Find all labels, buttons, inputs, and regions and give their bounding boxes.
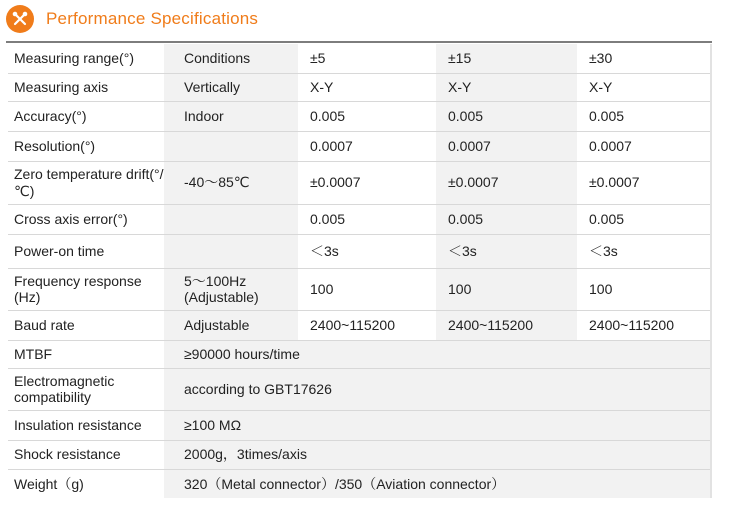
row-condition: -40～85℃ — [164, 161, 298, 204]
value-cell: X-Y — [577, 73, 712, 101]
row-label: Accuracy(°) — [8, 101, 164, 131]
value-cell: ±0.0007 — [436, 161, 577, 204]
row-condition: Adjustable — [164, 310, 298, 340]
row-label: Measuring axis — [8, 73, 164, 101]
value-cell: 100 — [577, 268, 712, 310]
value-cell: ＜3s — [577, 234, 712, 268]
value-cell: 0.0007 — [577, 131, 712, 161]
wrench-screwdriver-icon — [6, 5, 34, 33]
row-label: Zero temperature drift(°/℃) — [8, 161, 164, 204]
value-cell: 0.0007 — [436, 131, 577, 161]
value-cell: ＜3s — [298, 234, 436, 268]
table-row — [8, 340, 712, 368]
table-row — [8, 268, 712, 310]
value-cell: ±0.0007 — [577, 161, 712, 204]
row-label: Resolution(°) — [8, 131, 164, 161]
table-row — [8, 73, 712, 101]
row-value: according to GBT17626 — [164, 368, 712, 410]
value-cell: 0.005 — [577, 204, 712, 234]
value-cell: 0.005 — [577, 101, 712, 131]
value-cell: 2400~115200 — [436, 310, 577, 340]
table-row — [8, 204, 712, 234]
row-label: Weight（g) — [14, 475, 84, 492]
value-cell: 0.005 — [298, 204, 436, 234]
row-value: 320（Metal connector）/350（Aviation connector） — [164, 469, 712, 498]
row-label: Insulation resistance — [8, 410, 164, 440]
value-cell: ±15 — [436, 44, 577, 73]
row-condition: Indoor — [164, 101, 298, 131]
value-cell: ±30 — [577, 44, 712, 73]
row-label: Shock resistance — [8, 440, 164, 469]
table-row — [8, 469, 712, 498]
value-cell: 0.005 — [436, 204, 577, 234]
row-condition — [164, 131, 298, 161]
row-condition: Vertically — [164, 73, 298, 101]
table-row — [8, 310, 712, 340]
value-cell: 2400~115200 — [577, 310, 712, 340]
value-cell: 2400~115200 — [298, 310, 436, 340]
table-row — [8, 44, 712, 73]
row-value: ≥100 MΩ — [164, 410, 712, 440]
value-cell: 0.005 — [298, 101, 436, 131]
row-label: MTBF — [8, 340, 164, 368]
row-label: Measuring range(°) — [8, 44, 164, 73]
table-row — [8, 101, 712, 131]
value-cell: ＜3s — [436, 234, 577, 268]
value-cell: 0.0007 — [298, 131, 436, 161]
row-condition — [164, 204, 298, 234]
row-condition: 5～100Hz (Adjustable) — [164, 268, 298, 310]
value-cell: 100 — [298, 268, 436, 310]
row-label: Electromagnetic compatibility — [8, 368, 164, 410]
row-label: Power-on time — [8, 234, 164, 268]
value-cell: X-Y — [436, 73, 577, 101]
row-condition: Conditions — [164, 44, 298, 73]
table-row — [8, 368, 712, 410]
row-value: 2000g，3times/axis — [164, 440, 712, 469]
value-cell: ±5 — [298, 44, 436, 73]
page-title: Performance Specifications — [46, 9, 259, 28]
row-label: Cross axis error(°) — [8, 204, 164, 234]
row-condition — [164, 234, 298, 268]
table-row — [8, 410, 712, 440]
value-cell: 0.005 — [436, 101, 577, 131]
value-cell: 100 — [436, 268, 577, 310]
row-label: Frequency response (Hz) — [8, 268, 164, 310]
row-value: ≥90000 hours/time — [164, 340, 712, 368]
spec-table — [8, 44, 712, 498]
section-header — [6, 4, 258, 34]
table-right-edge — [710, 44, 712, 498]
header-divider — [6, 41, 712, 43]
table-row — [8, 161, 712, 204]
row-label: Baud rate — [8, 310, 164, 340]
table-row — [8, 131, 712, 161]
table-row — [8, 440, 712, 469]
value-cell: ±0.0007 — [298, 161, 436, 204]
value-cell: X-Y — [298, 73, 436, 101]
table-row — [8, 234, 712, 268]
